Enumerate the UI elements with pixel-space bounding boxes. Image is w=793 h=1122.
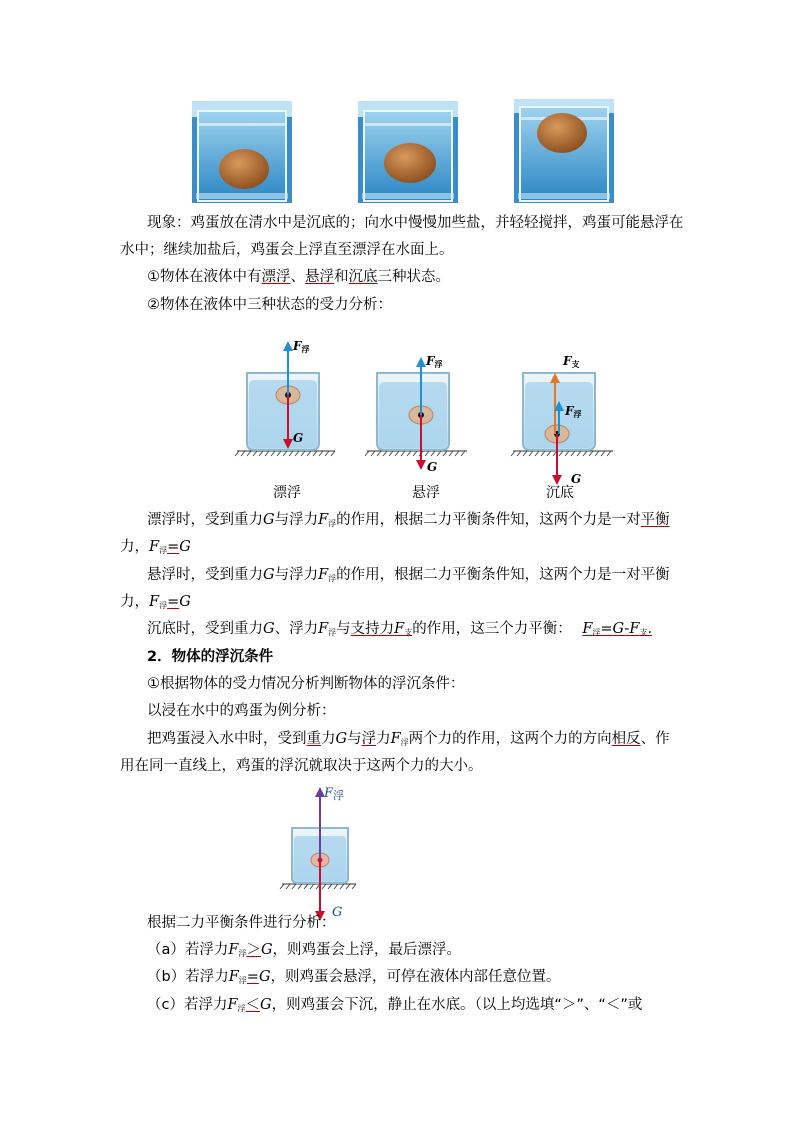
observation-line-1 (147, 213, 684, 233)
photo-egg-sinking (192, 101, 292, 203)
observation-text-2: 水中；继续加盐后，鸡蛋会上浮直至漂浮在水面上。 (120, 242, 454, 258)
float-line-1: 漂浮时，受到重力G与浮力$F_浮$的作用，根据二力平衡条件知，这两个力是一对平衡 (147, 512, 670, 528)
observation-text: 鸡蛋放在清水中是沉底的；向水中慢慢加些盐，并轻轻搅拌，鸡蛋可能悬浮在 (190, 215, 684, 231)
analysis-title (147, 295, 392, 315)
float-line-2: 力，$F_浮=G$ (120, 539, 191, 555)
force-diagram-egg (280, 786, 360, 920)
state-floating: 漂浮 (261, 269, 291, 285)
states-sep: 、 (290, 269, 305, 285)
immerse-line-1: 把鸡蛋浸入水中时，受到重力G与浮力$F_浮$两个力的作用，这两个力的方向相反、作 (147, 731, 670, 747)
photo-egg-floating (514, 99, 614, 203)
states-line (147, 267, 450, 287)
diagram2-label-g: G (427, 460, 438, 474)
state-suspended: 悬浮 (305, 269, 334, 285)
diagram-egg-label-g: G (332, 905, 343, 920)
photo-egg-suspended (358, 101, 458, 203)
diagram1-label-g: G (293, 431, 304, 445)
immerse-line-2: 用在同一直线上，鸡蛋的浮沉就取决于这两个力的大小。 (120, 758, 483, 774)
diagram3-label-fbuoy: $F_浮$ (565, 404, 582, 419)
sink-line: 沉底时，受到重力G、浮力$F_浮$与支持力$F_支$的作用，这三个力平衡： $F_浮=G-F_支$. (147, 621, 653, 637)
suspend-line-2: 力，$F_浮=G$ (120, 594, 191, 610)
states-and: 和 (334, 269, 349, 285)
force-diagram-three-states (235, 340, 615, 480)
case-c: （c）若浮力$F_浮<G$，则鸡蛋会下沉，静止在水底。（以上均选填“＞”、“＜”或 (147, 997, 643, 1013)
state-sinking: 沉底 (348, 269, 378, 285)
states-prefix: ①物体在液体中有 (147, 269, 262, 285)
case-a: （a）若浮力$F_浮>G$，则鸡蛋会上浮，最后漂浮。 (147, 942, 462, 958)
observation-label: 现象： (147, 215, 191, 231)
case-b: （b）若浮力$F_浮=G$，则鸡蛋会悬浮，可停在液体内部任意位置。 (147, 969, 561, 985)
section2-heading: 2．物体的浮沉条件 (147, 649, 274, 665)
section2-item1: ①根据物体的受力情况分析判断物体的浮沉条件： (147, 676, 465, 692)
diagram-egg-label-f: F浮 (324, 786, 345, 802)
caption-sinking: 沉底 (546, 485, 574, 501)
diagram3-label-fsupport: $F_支$ (563, 354, 580, 369)
section2-example: 以浸在水中的鸡蛋为例分析： (147, 703, 336, 719)
diagram2-label-fbuoy: $F_浮$ (426, 354, 443, 369)
suspend-line-1: 悬浮时，受到重力G与浮力$F_浮$的作用，根据二力平衡条件知，这两个力是一对平衡 (147, 567, 670, 583)
caption-floating: 漂浮 (273, 485, 301, 501)
conclusion-line: 根据二力平衡条件进行分析： (147, 915, 336, 931)
states-suffix: 三种状态。 (377, 269, 450, 285)
analysis-title-text: ②物体在液体中三种状态的受力分析： (147, 297, 392, 313)
observation-line-2 (120, 240, 454, 260)
diagram1-label-fbuoy: $F_浮$ (293, 339, 310, 354)
diagram3-label-g: G (571, 472, 582, 486)
caption-suspended: 悬浮 (412, 485, 440, 501)
